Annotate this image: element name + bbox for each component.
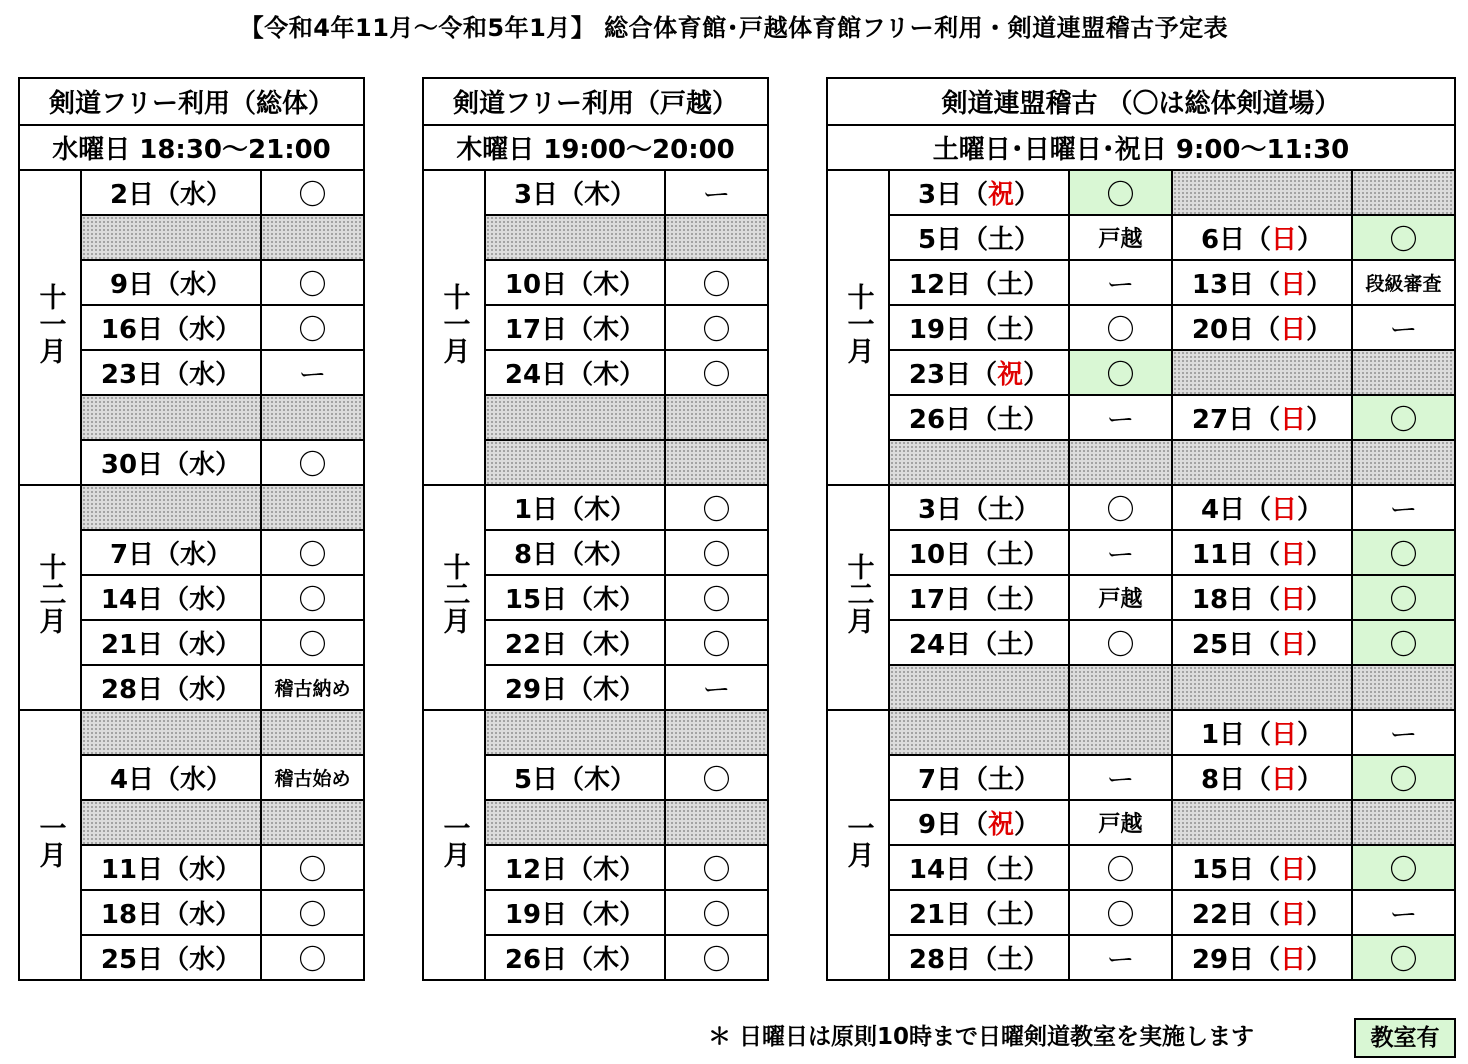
status-cell: 〇 <box>1352 215 1455 260</box>
status-cell: 〇 <box>1352 530 1455 575</box>
status-cell: 〇 <box>261 305 364 350</box>
date-cell: 21日（水） <box>81 620 261 665</box>
blank-cell <box>1172 665 1352 710</box>
date-cell <box>889 845 1069 890</box>
date-close: ） <box>1014 225 1041 255</box>
status-cell: 稽古始め <box>261 755 364 800</box>
status-cell: ー <box>261 350 364 395</box>
blank-cell <box>485 395 665 440</box>
day-of-week: 土 <box>997 540 1024 570</box>
status-cell: 〇 <box>1352 575 1455 620</box>
date-number: 6日（ <box>1200 225 1272 255</box>
date-number: 7日（ <box>917 765 989 795</box>
status-cell: 〇 <box>665 350 768 395</box>
status-cell: ー <box>1352 305 1455 350</box>
status-cell: 〇 <box>1352 935 1455 980</box>
blank-cell <box>261 485 364 530</box>
date-cell <box>1172 845 1352 890</box>
date-number: 9日（ <box>917 810 989 840</box>
month-text: 十二月 <box>842 553 874 635</box>
date-cell <box>889 935 1069 980</box>
table-row <box>827 710 1455 755</box>
date-cell <box>1172 620 1352 665</box>
status-cell: 〇 <box>261 890 364 935</box>
status-cell: 〇 <box>665 305 768 350</box>
date-number: 3日（ <box>917 495 989 525</box>
date-number: 23日（ <box>908 360 998 390</box>
status-cell: 〇 <box>1352 395 1455 440</box>
status-cell: 〇 <box>665 260 768 305</box>
status-cell: 〇 <box>665 755 768 800</box>
date-cell <box>1172 890 1352 935</box>
date-close: ） <box>1306 540 1333 570</box>
date-close: ） <box>1306 945 1333 975</box>
status-cell: 〇 <box>1069 350 1172 395</box>
date-cell: 15日（木） <box>485 575 665 620</box>
legend-lesson-box: 教室有 <box>1354 1018 1456 1058</box>
blank-cell <box>1352 350 1455 395</box>
blank-cell <box>1352 800 1455 845</box>
date-number: 8日（ <box>1200 765 1272 795</box>
date-close: ） <box>1023 405 1050 435</box>
month-text: 一月 <box>842 814 874 869</box>
status-cell: 〇 <box>665 575 768 620</box>
date-cell <box>1172 575 1352 620</box>
date-cell <box>1172 485 1352 530</box>
date-close: ） <box>1306 405 1333 435</box>
month-label <box>827 710 889 980</box>
date-cell <box>889 305 1069 350</box>
date-cell <box>1172 260 1352 305</box>
blank-cell <box>1069 665 1172 710</box>
date-close: ） <box>1014 765 1041 795</box>
day-of-week: 日 <box>1280 315 1307 345</box>
date-close: ） <box>1014 810 1041 840</box>
day-of-week: 土 <box>997 270 1024 300</box>
date-number: 5日（ <box>917 225 989 255</box>
table-row <box>827 440 1455 485</box>
footnote: ＊ 日曜日は原則10時まで日曜剣道教室を実施します <box>708 1024 1255 1050</box>
date-cell: 24日（木） <box>485 350 665 395</box>
month-text: 十一月 <box>438 283 470 365</box>
status-cell: 戸越 <box>1069 800 1172 845</box>
day-of-week: 土 <box>997 405 1024 435</box>
day-of-week: 土 <box>997 900 1024 930</box>
blank-cell <box>261 215 364 260</box>
date-close: ） <box>1306 585 1333 615</box>
status-cell: 〇 <box>1069 305 1172 350</box>
month-label <box>19 710 81 980</box>
month-label <box>827 170 889 485</box>
date-close: ） <box>1023 315 1050 345</box>
date-close: ） <box>1306 855 1333 885</box>
date-close: ） <box>1014 495 1041 525</box>
blank-cell <box>1172 440 1352 485</box>
date-cell <box>1172 935 1352 980</box>
status-cell: 〇 <box>1352 845 1455 890</box>
date-cell: 9日（水） <box>81 260 261 305</box>
day-of-week: 日 <box>1271 495 1298 525</box>
day-of-week: 土 <box>997 945 1024 975</box>
status-cell: ー <box>1352 710 1455 755</box>
page-title: 【令和4年11月～令和5年1月】 総合体育館･戸越体育館フリー利用・剣道連盟稽古予定表 <box>239 14 1229 42</box>
date-cell <box>889 395 1069 440</box>
date-number: 29日（ <box>1191 945 1281 975</box>
date-cell: 8日（木） <box>485 530 665 575</box>
date-cell: 22日（木） <box>485 620 665 665</box>
status-cell: 〇 <box>1069 890 1172 935</box>
table-row <box>827 845 1455 890</box>
date-cell <box>1172 395 1352 440</box>
table-row <box>827 935 1455 980</box>
date-close: ） <box>1297 225 1324 255</box>
day-of-week: 日 <box>1271 225 1298 255</box>
table-row <box>827 890 1455 935</box>
date-cell: 4日（水） <box>81 755 261 800</box>
date-cell <box>889 755 1069 800</box>
date-number: 13日（ <box>1191 270 1281 300</box>
table-header: 剣道フリー利用（総体） <box>19 78 364 125</box>
table-row <box>827 800 1455 845</box>
schedule-table-renmei <box>826 77 1456 981</box>
date-close: ） <box>1023 585 1050 615</box>
date-number: 25日（ <box>1191 630 1281 660</box>
date-cell <box>889 890 1069 935</box>
date-number: 17日（ <box>908 585 998 615</box>
day-of-week: 日 <box>1280 270 1307 300</box>
date-cell: 26日（木） <box>485 935 665 980</box>
date-cell: 3日（木） <box>485 170 665 215</box>
status-cell: 〇 <box>665 935 768 980</box>
date-number: 28日（ <box>908 945 998 975</box>
status-cell: 〇 <box>1069 170 1172 215</box>
date-cell <box>889 530 1069 575</box>
blank-cell <box>1069 710 1172 755</box>
date-number: 11日（ <box>1191 540 1281 570</box>
blank-cell <box>81 800 261 845</box>
table-row <box>827 215 1455 260</box>
status-cell: ー <box>1352 890 1455 935</box>
day-of-week: 土 <box>988 225 1015 255</box>
date-number: 27日（ <box>1191 405 1281 435</box>
day-of-week: 土 <box>997 315 1024 345</box>
date-close: ） <box>1023 540 1050 570</box>
date-number: 20日（ <box>1191 315 1281 345</box>
status-cell: 〇 <box>1069 485 1172 530</box>
blank-cell <box>665 800 768 845</box>
date-close: ） <box>1306 630 1333 660</box>
status-cell: 〇 <box>261 845 364 890</box>
blank-cell <box>1069 440 1172 485</box>
status-cell: 〇 <box>665 845 768 890</box>
status-cell: 〇 <box>261 260 364 305</box>
status-cell: 〇 <box>1352 620 1455 665</box>
table-row <box>827 395 1455 440</box>
status-cell: ー <box>1069 755 1172 800</box>
date-number: 1日（ <box>1200 720 1272 750</box>
day-of-week: 日 <box>1280 540 1307 570</box>
date-cell: 7日（水） <box>81 530 261 575</box>
date-close: ） <box>1023 855 1050 885</box>
date-number: 3日（ <box>917 180 989 210</box>
blank-cell <box>261 800 364 845</box>
blank-cell <box>485 710 665 755</box>
table-subheader: 水曜日 18:30～21:00 <box>19 125 364 170</box>
table-row <box>827 620 1455 665</box>
date-cell: 11日（水） <box>81 845 261 890</box>
date-cell: 16日（水） <box>81 305 261 350</box>
schedule-table-sotai <box>18 77 365 981</box>
date-close: ） <box>1306 315 1333 345</box>
status-cell: 〇 <box>665 485 768 530</box>
day-of-week: 土 <box>997 630 1024 660</box>
date-cell <box>1172 755 1352 800</box>
day-of-week: 祝 <box>988 810 1015 840</box>
table-row <box>827 575 1455 620</box>
date-cell: 17日（木） <box>485 305 665 350</box>
blank-cell <box>1172 800 1352 845</box>
date-close: ） <box>1297 495 1324 525</box>
date-close: ） <box>1297 720 1324 750</box>
date-close: ） <box>1297 765 1324 795</box>
date-cell: 29日（木） <box>485 665 665 710</box>
month-text: 十一月 <box>842 283 874 365</box>
table-subheader: 木曜日 19:00～20:00 <box>423 125 768 170</box>
date-number: 15日（ <box>1191 855 1281 885</box>
schedule-table-togoshi <box>422 77 769 981</box>
date-number: 12日（ <box>908 270 998 300</box>
table-row <box>827 350 1455 395</box>
blank-cell <box>665 710 768 755</box>
status-cell: ー <box>1069 935 1172 980</box>
status-cell: 〇 <box>665 530 768 575</box>
date-cell <box>889 575 1069 620</box>
day-of-week: 日 <box>1280 855 1307 885</box>
date-close: ） <box>1306 270 1333 300</box>
table-row <box>827 485 1455 530</box>
status-cell: 稽古納め <box>261 665 364 710</box>
blank-cell <box>665 215 768 260</box>
table-row <box>827 260 1455 305</box>
date-number: 19日（ <box>908 315 998 345</box>
status-cell: ー <box>665 170 768 215</box>
status-cell: 〇 <box>261 440 364 485</box>
date-number: 14日（ <box>908 855 998 885</box>
blank-cell <box>261 710 364 755</box>
status-cell: 〇 <box>665 620 768 665</box>
blank-cell <box>665 395 768 440</box>
blank-cell <box>1172 170 1352 215</box>
date-close: ） <box>1023 270 1050 300</box>
status-cell: 〇 <box>261 170 364 215</box>
month-label <box>19 170 81 485</box>
status-cell: ー <box>665 665 768 710</box>
table-row <box>827 305 1455 350</box>
blank-cell <box>1352 440 1455 485</box>
day-of-week: 土 <box>997 585 1024 615</box>
date-cell <box>889 800 1069 845</box>
blank-cell <box>261 395 364 440</box>
status-cell: 〇 <box>1069 845 1172 890</box>
status-cell: ー <box>1069 530 1172 575</box>
date-close: ） <box>1023 630 1050 660</box>
status-cell: 段級審査 <box>1352 260 1455 305</box>
day-of-week: 日 <box>1280 900 1307 930</box>
date-cell <box>889 260 1069 305</box>
status-cell: 〇 <box>1352 755 1455 800</box>
day-of-week: 土 <box>988 495 1015 525</box>
date-cell <box>889 620 1069 665</box>
date-cell: 10日（木） <box>485 260 665 305</box>
month-label <box>423 170 485 485</box>
date-close: ） <box>1306 900 1333 930</box>
blank-cell <box>1352 170 1455 215</box>
status-cell: 〇 <box>1069 620 1172 665</box>
date-cell <box>889 170 1069 215</box>
blank-cell <box>81 710 261 755</box>
blank-cell <box>889 710 1069 755</box>
date-cell: 14日（水） <box>81 575 261 620</box>
status-cell: 〇 <box>261 575 364 620</box>
day-of-week: 日 <box>1280 630 1307 660</box>
blank-cell <box>1352 665 1455 710</box>
table-subheader: 土曜日･日曜日･祝日 9:00～11:30 <box>827 125 1455 170</box>
date-cell: 25日（水） <box>81 935 261 980</box>
month-label <box>19 485 81 710</box>
table-row <box>827 665 1455 710</box>
day-of-week: 祝 <box>997 360 1024 390</box>
status-cell: ー <box>1069 260 1172 305</box>
table-header: 剣道フリー利用（戸越） <box>423 78 768 125</box>
date-number: 4日（ <box>1200 495 1272 525</box>
month-text: 十二月 <box>34 553 66 635</box>
date-cell: 19日（木） <box>485 890 665 935</box>
table-row <box>827 170 1455 215</box>
month-label <box>423 710 485 980</box>
table-row <box>827 530 1455 575</box>
day-of-week: 日 <box>1280 945 1307 975</box>
blank-cell <box>665 440 768 485</box>
status-cell: 〇 <box>261 530 364 575</box>
date-cell <box>889 485 1069 530</box>
date-number: 24日（ <box>908 630 998 660</box>
blank-cell <box>81 215 261 260</box>
status-cell: 〇 <box>665 890 768 935</box>
date-cell: 23日（水） <box>81 350 261 395</box>
blank-cell <box>485 215 665 260</box>
date-close: ） <box>1014 180 1041 210</box>
date-close: ） <box>1023 900 1050 930</box>
table-row <box>827 755 1455 800</box>
date-cell: 30日（水） <box>81 440 261 485</box>
date-cell <box>889 215 1069 260</box>
date-cell <box>1172 305 1352 350</box>
date-cell: 28日（水） <box>81 665 261 710</box>
day-of-week: 土 <box>988 765 1015 795</box>
blank-cell <box>81 485 261 530</box>
date-cell: 18日（水） <box>81 890 261 935</box>
blank-cell <box>889 440 1069 485</box>
day-of-week: 祝 <box>988 180 1015 210</box>
date-cell: 5日（木） <box>485 755 665 800</box>
month-text: 十二月 <box>438 553 470 635</box>
status-cell: 戸越 <box>1069 215 1172 260</box>
status-cell: ー <box>1069 395 1172 440</box>
date-cell: 12日（木） <box>485 845 665 890</box>
date-cell <box>1172 215 1352 260</box>
date-cell <box>889 350 1069 395</box>
date-number: 26日（ <box>908 405 998 435</box>
blank-cell <box>485 800 665 845</box>
blank-cell <box>485 440 665 485</box>
day-of-week: 日 <box>1271 765 1298 795</box>
day-of-week: 土 <box>997 855 1024 885</box>
date-cell: 2日（水） <box>81 170 261 215</box>
blank-cell <box>81 395 261 440</box>
date-number: 10日（ <box>908 540 998 570</box>
status-cell: 〇 <box>261 935 364 980</box>
date-close: ） <box>1023 945 1050 975</box>
status-cell: 戸越 <box>1069 575 1172 620</box>
month-text: 十一月 <box>34 283 66 365</box>
date-number: 22日（ <box>1191 900 1281 930</box>
status-cell: ー <box>1352 485 1455 530</box>
month-text: 一月 <box>34 814 66 869</box>
month-label <box>423 485 485 710</box>
date-number: 21日（ <box>908 900 998 930</box>
blank-cell <box>889 665 1069 710</box>
date-cell: 1日（木） <box>485 485 665 530</box>
date-cell <box>1172 710 1352 755</box>
blank-cell <box>1172 350 1352 395</box>
day-of-week: 日 <box>1271 720 1298 750</box>
date-close: ） <box>1023 360 1050 390</box>
day-of-week: 日 <box>1280 405 1307 435</box>
status-cell: 〇 <box>261 620 364 665</box>
date-number: 18日（ <box>1191 585 1281 615</box>
month-label <box>827 485 889 710</box>
table-header: 剣道連盟稽古 （〇は総体剣道場） <box>827 78 1455 125</box>
day-of-week: 日 <box>1280 585 1307 615</box>
date-cell <box>1172 530 1352 575</box>
month-text: 一月 <box>438 814 470 869</box>
